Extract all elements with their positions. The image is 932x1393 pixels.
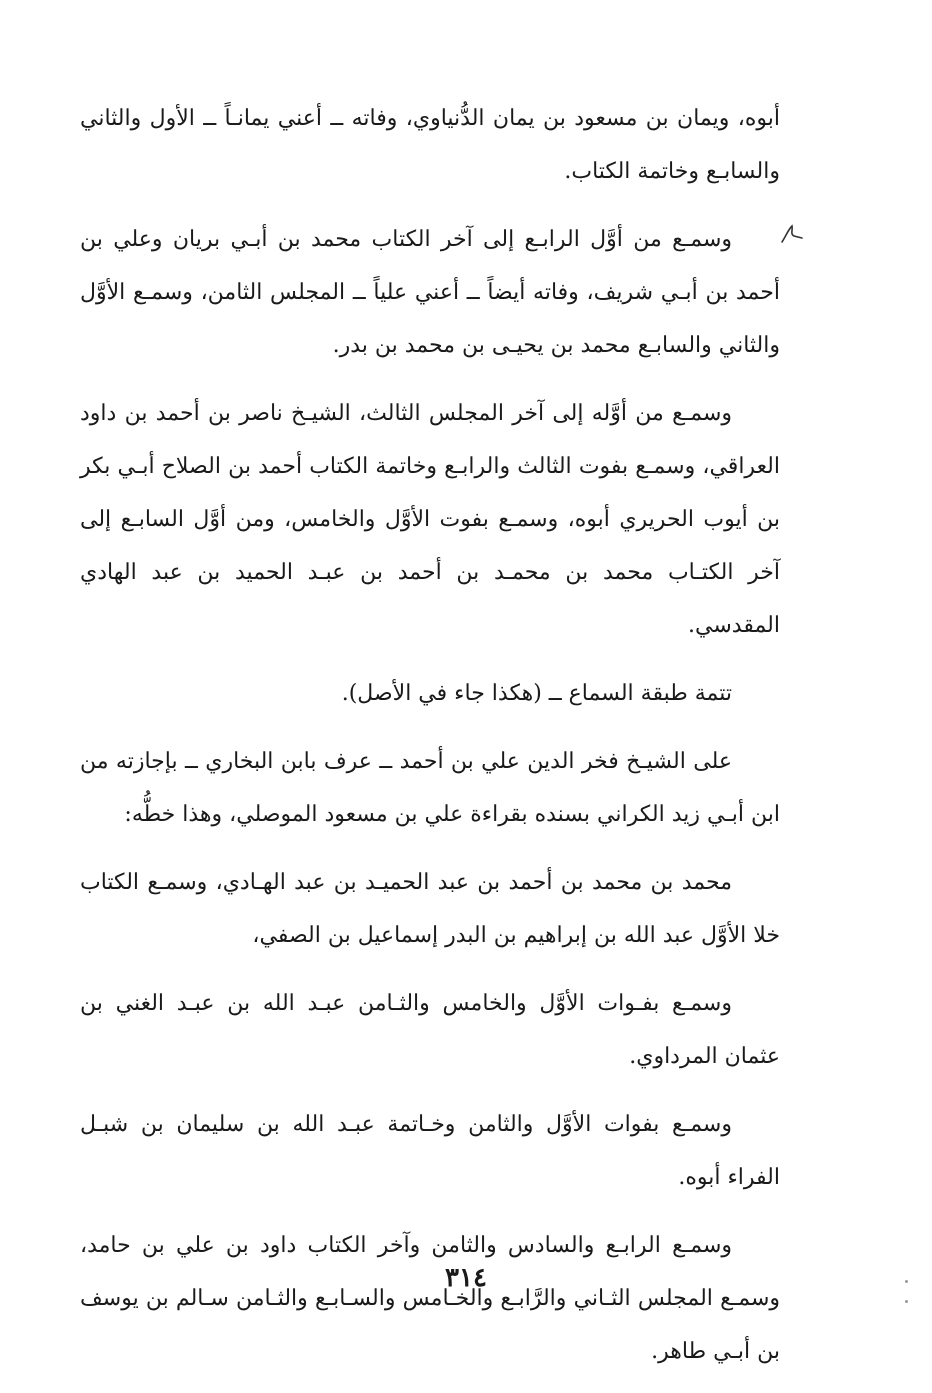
paragraph-2: وسمـع من أوَّل الرابـع إلى آخر الكتاب محمد بن أبـي بريان وعلي بن أحمد بن أبـي شريف، وفاته أيضاً ــ أعني علياً ــ المجلس الثامن، وسمـع الأوَّل والثاني والسابـع محمد بن يحيـى بن محمد بن بدر.: [80, 227, 780, 358]
scan-speck: [905, 1300, 908, 1303]
page-number: ٣١٤: [445, 1263, 487, 1293]
paragraph-3: وسمـع من أوَّله إلى آخر المجلس الثالث، الشيـخ ناصر بن أحمد بن داود العراقي، وسمـع بفوت الثالث والرابـع وخاتمة الكتاب أحمد بن الصلاح أبـي بكر بن أيوب الحريري أبوه، وسمـع بفوت الأوَّل والخامس، ومن أوَّل السابـع إلى آخر الكتـاب محمد بن محمـد بن أحمد بن عبـد الحميد بن عبد الهادي المقدسي.: [80, 401, 780, 638]
paragraph-4: تتمة طبقة السماع ــ (هكذا جاء في الأصل).: [341, 681, 732, 706]
paragraph-8: وسمـع بفوات الأوَّل والثامن وخـاتمة عبـد الله بن سليمان بن شبـل الفراء أبوه.: [80, 1112, 780, 1190]
paragraph-5: على الشيـخ فخر الدين علي بن أحمد ــ عرف بابن البخاري ــ بإجازته من ابن أبـي زيد الكراني بسنده بقراءة علي بن مسعود الموصلي، وهذا خطُّه:: [80, 749, 780, 827]
paragraph-6: محمد بن محمد بن أحمد بن عبد الحميـد بن عبد الهـادي، وسمـع الكتاب خلا الأوَّل عبد الله بن إبراهيم بن البدر إسماعيل بن الصفي،: [80, 870, 780, 948]
scan-speck: [905, 1280, 908, 1283]
paragraph-7: وسمـع بفـوات الأوَّل والخامس والثـامن عبـد الله بن عبـد الغني بن عثمان المرداوي.: [80, 991, 780, 1069]
page-body: [80, 92, 780, 1393]
paragraph-9: وسمـع الرابـع والسادس والثامن وآخر الكتاب داود بن علي بن حامد، وسمـع المجلس الثـاني والرَّابـع والخـامس والسـابـع والثـامن سـالم بن يوسف بن أبـي طاهر.: [80, 1233, 780, 1364]
margin-handwritten-mark: [778, 222, 806, 246]
paragraph-1: أبوه، ويمان بن مسعود بن يمان الدُّنياوي، وفاته ــ أعني يمانـاً ــ الأول والثاني والسابـع وخاتمة الكتاب.: [80, 106, 780, 184]
